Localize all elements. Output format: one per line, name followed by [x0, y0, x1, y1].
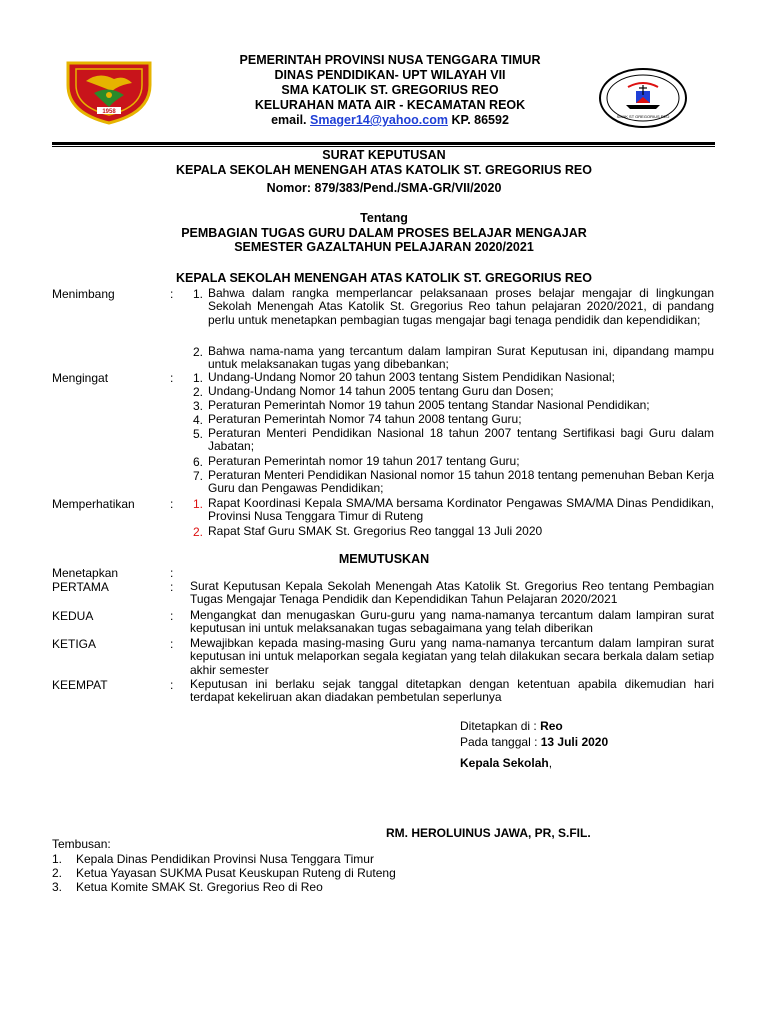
mengingat-num-3: 3. [192, 399, 203, 413]
ditetapkan-value: Reo [540, 719, 563, 733]
menimbang-num-1: 1. [192, 287, 203, 301]
mengingat-num-4: 4. [192, 413, 203, 427]
mengingat-num-2: 2. [192, 385, 203, 399]
mengingat-item-5: Peraturan Menteri Pendidikan Nasional 18 tahun 2007 tentang Sertifikasi bagi Guru dalam Jabatan; [208, 426, 714, 454]
signatory-position-comma: , [548, 756, 553, 770]
mengingat-item-3: Peraturan Pemerintah Nomor 19 tahun 2005 tentang Standar Nasional Pendidikan; [208, 398, 650, 412]
mengingat-item-7: Peraturan Menteri Pendidikan Nasional nomor 15 tahun 2018 tentang pemenuhan Beban Kerja Guru dan Pengawas Pendidikan; [208, 468, 714, 496]
tanggal-value: 13 Juli 2020 [540, 735, 609, 749]
mengingat-num-5: 5. [192, 427, 203, 441]
mengingat-num-1: 1. [192, 371, 203, 385]
email-link[interactable]: Smager14@yahoo.com [310, 113, 448, 127]
menetapkan-label: Menetapkan [52, 566, 119, 580]
ketiga-text: Mewajibkan kepada masing-masing Guru yang nama-namanya tercantum dalam lampiran surat keputusan ini untuk melaporkan segala kegiatan yang telah dilakukan secara berkala dalam setiap akhir semester [190, 636, 714, 677]
keempat-label: KEEMPAT [52, 678, 108, 692]
ditetapkan-line [460, 719, 563, 733]
tembusan-num-2: 2. [52, 866, 63, 880]
letterhead-province: PEMERINTAH PROVINSI NUSA TENGGARA TIMUR [239, 53, 541, 67]
signatory-position-line [460, 756, 552, 770]
ketiga-label: KETIGA [52, 637, 97, 651]
doc-tentang: Tentang [360, 211, 408, 225]
emblem-year-text: 1958 [102, 109, 116, 115]
keempat-text: Keputusan ini berlaku sejak tanggal ditetapkan dengan ketentuan apabila dikemudian hari terdapat kekeliruan akan diadakan pembetulan seperlunya [190, 677, 714, 705]
memperhatikan-item-2: Rapat Staf Guru SMAK St. Gregorius Reo tanggal 13 Juli 2020 [208, 524, 543, 538]
signatory-name: RM. HEROLUINUS JAWA, PR, S.FIL. [386, 826, 591, 840]
memutuskan-heading: MEMUTUSKAN [338, 552, 430, 566]
mengingat-label: Mengingat [52, 371, 109, 385]
doc-subject-1: PEMBAGIAN TUGAS GURU DALAM PROSES BELAJAR MENGAJAR [181, 226, 587, 240]
doc-issuer: KEPALA SEKOLAH MENENGAH ATAS KATOLIK ST. GREGORIUS REO [176, 271, 592, 285]
memperhatikan-label: Memperhatikan [52, 497, 135, 511]
letterhead-school: SMA KATOLIK ST. GREGORIUS REO [281, 83, 499, 97]
tanggal-line [460, 735, 608, 749]
mengingat-colon: : [170, 371, 174, 385]
mengingat-item-1: Undang-Undang Nomor 20 tahun 2003 tentang Sistem Pendidikan Nasional; [208, 370, 615, 384]
menimbang-item-2: Bahwa nama-nama yang tercantum dalam lampiran Surat Keputusan ini, dipandang mampu untuk melaksanakan tugas yang dibebankan; [208, 344, 714, 372]
province-emblem-logo [64, 55, 154, 125]
mengingat-num-6: 6. [192, 455, 203, 469]
memperhatikan-colon: : [170, 497, 174, 511]
letterhead-dinas: DINAS PENDIDIKAN- UPT WILAYAH VII [274, 68, 506, 82]
tembusan-item-2: Ketua Yayasan SUKMA Pusat Keuskupan Ruteng di Ruteng [76, 866, 396, 880]
kedua-label: KEDUA [52, 609, 94, 623]
ketiga-colon: : [170, 637, 174, 651]
menetapkan-colon: : [170, 566, 174, 580]
postal-code: KP. 86592 [451, 113, 509, 127]
pertama-label: PERTAMA [52, 580, 109, 594]
tembusan-num-1: 1. [52, 852, 63, 866]
keempat-colon: : [170, 678, 174, 692]
tembusan-item-3: Ketua Komite SMAK St. Gregorius Reo di Reo [76, 880, 323, 894]
letterhead-contact [200, 113, 580, 127]
menimbang-num-2: 2. [192, 345, 203, 359]
ditetapkan-label: Ditetapkan di : [460, 719, 537, 733]
mengingat-item-4: Peraturan Pemerintah Nomor 74 tahun 2008 tentang Guru; [208, 412, 522, 426]
doc-number: Nomor: 879/383/Pend./SMA-GR/VII/2020 [266, 181, 502, 195]
tembusan-item-1: Kepala Dinas Pendidikan Provinsi Nusa Tenggara Timur [76, 852, 374, 866]
menimbang-colon: : [170, 287, 174, 301]
letterhead-address: KELURAHAN MATA AIR - KECAMATAN REOK [254, 98, 526, 112]
school-logo [598, 67, 688, 129]
letterhead-divider-thick [52, 142, 715, 145]
mengingat-item-6: Peraturan Pemerintah nomor 19 tahun 2017 tentang Guru; [208, 454, 520, 468]
kedua-text: Mengangkat dan menugaskan Guru-guru yang nama-namanya tercantum dalam lampiran surat keputusan ini untuk melaksanakan tugas sebagaimana yang telah diberikan [190, 608, 714, 636]
memperhatikan-item-1: Rapat Koordinasi Kepala SMA/MA bersama Kordinator Pengawas SMA/MA Dinas Pendidikan, Provinsi Nusa Tenggara Timur di Ruteng [208, 496, 714, 524]
school-logo-text: SMAK ST GREGORIUS REO [616, 114, 670, 119]
mengingat-item-2: Undang-Undang Nomor 14 tahun 2005 tentang Guru dan Dosen; [208, 384, 554, 398]
memperhatikan-num-2: 2. [192, 525, 203, 539]
menimbang-item-1: Bahwa dalam rangka memperlancar pelaksanaan proses belajar mengajar di lingkungan Sekolah Menengah Atas Katolik St. Gregorius Reo tahun pelajaran 2020/2021, di pandang perlu untuk menetapkan pembagian tugas mengajar bagi tenaga pendidik dan kependidikan; [208, 286, 714, 327]
tembusan-label: Tembusan: [52, 837, 111, 851]
email-label: email. [271, 113, 307, 127]
letterhead-divider-thin [52, 146, 715, 147]
doc-title: SURAT KEPUTUSAN [322, 148, 446, 162]
signatory-position: Kepala Sekolah [460, 756, 549, 770]
memperhatikan-num-1: 1. [192, 497, 203, 511]
tembusan-num-3: 3. [52, 880, 63, 894]
pertama-colon: : [170, 580, 174, 594]
menimbang-label: Menimbang [52, 287, 115, 301]
mengingat-num-7: 7. [192, 469, 203, 483]
tanggal-label: Pada tanggal : [460, 735, 538, 749]
doc-subject-2: SEMESTER GAZALTAHUN PELAJARAN 2020/2021 [234, 240, 534, 254]
doc-issuer-title: KEPALA SEKOLAH MENENGAH ATAS KATOLIK ST. GREGORIUS REO [176, 163, 592, 177]
kedua-colon: : [170, 609, 174, 623]
pertama-text: Surat Keputusan Kepala Sekolah Menengah Atas Katolik St. Gregorius Reo tentang Pembagian Tugas Mengajar Tenaga Pendidik dan Kependidikan Tahun Pelajaran 2020/2021 [190, 579, 714, 607]
